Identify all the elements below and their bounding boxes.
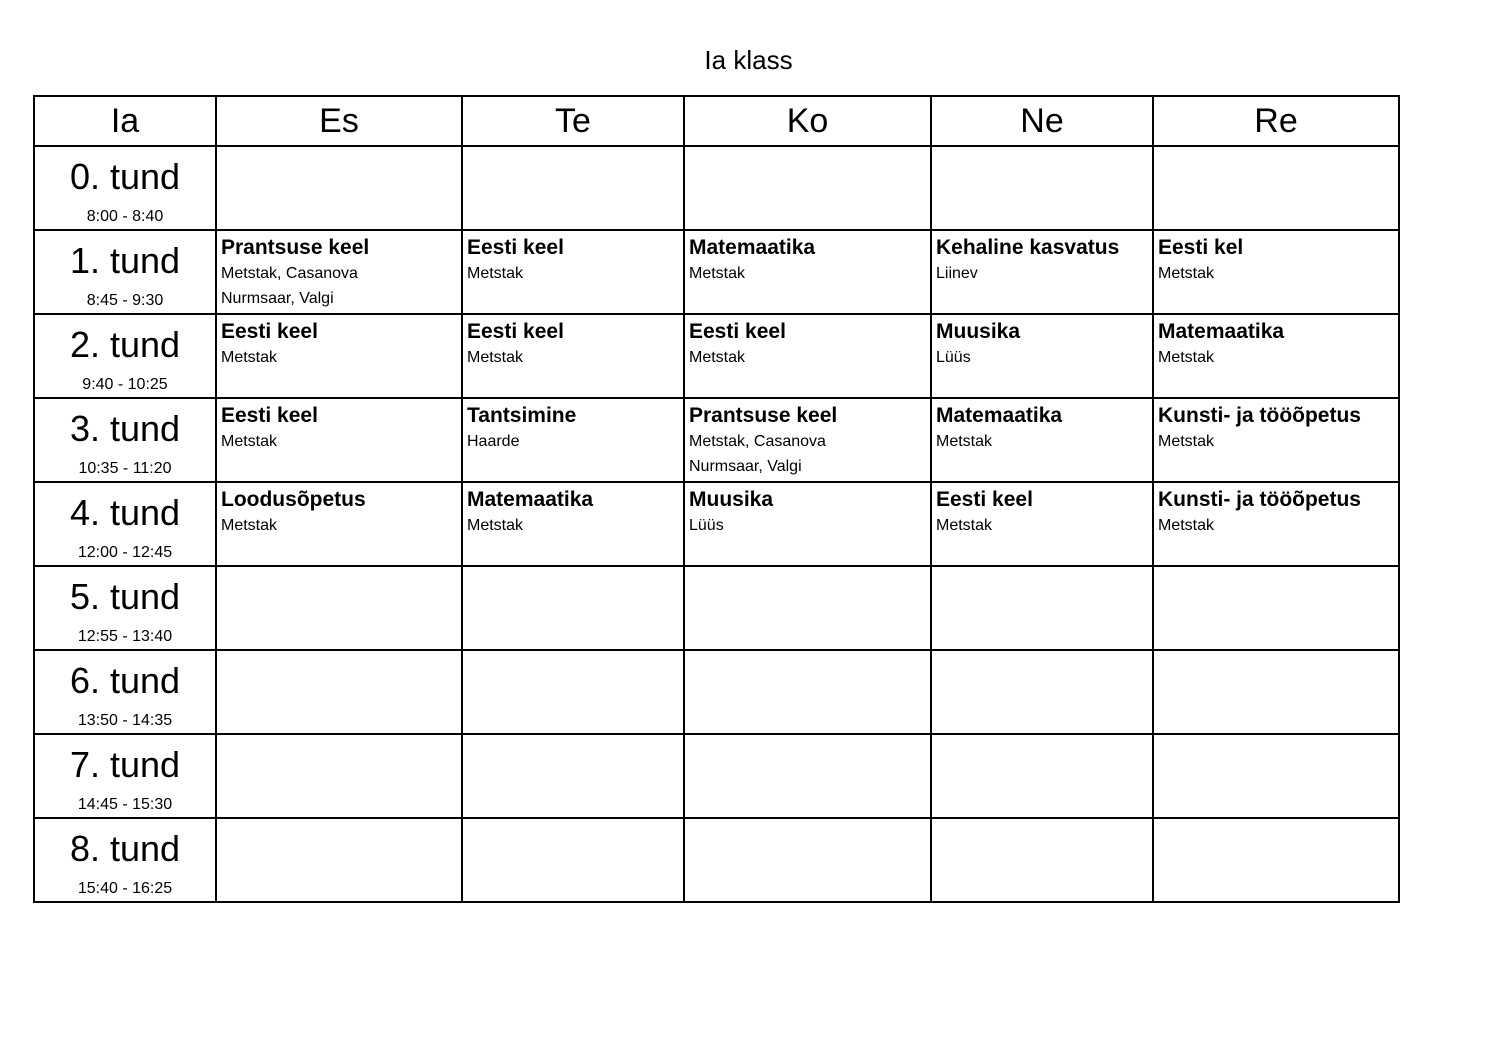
lesson-cell — [462, 398, 684, 482]
lesson-cell — [216, 650, 462, 734]
lesson-teacher: Metstak — [689, 265, 746, 282]
lesson-cell — [462, 146, 684, 230]
lesson-teacher: Nurmsaar, Valgi — [689, 458, 802, 475]
lesson-subject: Matemaatika — [689, 236, 816, 259]
period-time: 14:45 - 15:30 — [77, 796, 173, 813]
header-day-ko: Ko — [684, 96, 931, 146]
lesson-cell — [931, 734, 1153, 818]
lesson-teacher: Metstak — [467, 517, 524, 534]
lesson-teacher: Metstak — [936, 517, 993, 534]
lesson-cell — [1153, 398, 1399, 482]
table-row — [34, 314, 1399, 398]
table-row — [34, 482, 1399, 566]
lesson-teacher: Haarde — [467, 433, 520, 450]
lesson-teacher: Lüüs — [689, 517, 724, 534]
lesson-subject: Tantsimine — [467, 404, 577, 427]
lesson-teacher: Nurmsaar, Valgi — [221, 290, 334, 307]
lesson-cell — [1153, 650, 1399, 734]
lesson-teacher: Metstak — [221, 517, 278, 534]
lesson-cell — [1153, 734, 1399, 818]
table-row — [34, 146, 1399, 230]
period-name: 0. tund — [69, 156, 181, 197]
lesson-cell — [684, 314, 931, 398]
lesson-cell — [216, 482, 462, 566]
lesson-cell — [216, 818, 462, 902]
lesson-subject: Matemaatika — [936, 404, 1063, 427]
lesson-cell — [216, 230, 462, 314]
lesson-subject: Kunsti- ja tööõpetus — [1158, 404, 1361, 427]
table-row — [34, 734, 1399, 818]
lesson-cell — [1153, 818, 1399, 902]
timetable-body — [34, 146, 1399, 902]
period-cell — [34, 566, 216, 650]
header-row — [34, 96, 1399, 146]
lesson-subject: Eesti keel — [221, 404, 318, 427]
lesson-cell — [931, 314, 1153, 398]
lesson-subject: Muusika — [936, 320, 1021, 343]
lesson-cell — [931, 818, 1153, 902]
lesson-cell — [931, 146, 1153, 230]
lesson-cell — [462, 734, 684, 818]
lesson-cell — [1153, 314, 1399, 398]
period-time: 12:55 - 13:40 — [77, 628, 173, 645]
lesson-cell — [1153, 482, 1399, 566]
table-row — [34, 398, 1399, 482]
lesson-cell — [462, 650, 684, 734]
lesson-subject: Prantsuse keel — [221, 236, 370, 259]
lesson-cell — [684, 818, 931, 902]
lesson-teacher: Metstak — [1158, 433, 1215, 450]
lesson-cell — [684, 398, 931, 482]
lesson-teacher: Metstak — [1158, 265, 1215, 282]
period-time: 10:35 - 11:20 — [78, 460, 172, 477]
period-time: 13:50 - 14:35 — [77, 712, 173, 729]
timetable-header — [34, 96, 1399, 146]
lesson-teacher: Metstak — [1158, 349, 1215, 366]
header-day-es: Es — [216, 96, 462, 146]
period-name: 1. tund — [69, 240, 181, 281]
period-cell — [34, 734, 216, 818]
lesson-subject: Eesti keel — [467, 320, 564, 343]
lesson-subject: Matemaatika — [467, 488, 594, 511]
period-cell — [34, 230, 216, 314]
lesson-teacher: Lüüs — [936, 349, 971, 366]
lesson-subject: Eesti kel — [1158, 236, 1244, 259]
lesson-subject: Muusika — [689, 488, 774, 511]
period-time: 12:00 - 12:45 — [77, 544, 173, 561]
period-cell — [34, 146, 216, 230]
lesson-subject: Eesti keel — [689, 320, 786, 343]
lesson-cell — [684, 482, 931, 566]
lesson-subject: Loodusõpetus — [221, 488, 366, 511]
lesson-cell — [462, 566, 684, 650]
lesson-teacher: Metstak — [936, 433, 993, 450]
lesson-cell — [1153, 566, 1399, 650]
header-day-ne: Ne — [931, 96, 1153, 146]
lesson-subject: Eesti keel — [936, 488, 1033, 511]
lesson-cell — [684, 734, 931, 818]
lesson-cell — [931, 650, 1153, 734]
lesson-cell — [216, 734, 462, 818]
lesson-cell — [684, 566, 931, 650]
lesson-cell — [931, 230, 1153, 314]
lesson-cell — [462, 314, 684, 398]
period-name: 8. tund — [69, 828, 181, 869]
period-name: 3. tund — [69, 408, 181, 449]
table-row — [34, 566, 1399, 650]
lesson-teacher: Metstak — [1158, 517, 1215, 534]
lesson-teacher: Metstak — [221, 433, 278, 450]
lesson-subject: Eesti keel — [221, 320, 318, 343]
lesson-cell — [216, 566, 462, 650]
lesson-cell — [684, 650, 931, 734]
lesson-subject: Kehaline kasvatus — [936, 236, 1120, 259]
header-day-te: Te — [462, 96, 684, 146]
lesson-cell — [1153, 230, 1399, 314]
lesson-cell — [462, 818, 684, 902]
period-name: 6. tund — [69, 660, 181, 701]
period-name: 2. tund — [69, 324, 181, 365]
lesson-subject: Prantsuse keel — [689, 404, 838, 427]
lesson-cell — [462, 482, 684, 566]
lesson-cell — [931, 398, 1153, 482]
header-day-re: Re — [1153, 96, 1399, 146]
period-cell — [34, 482, 216, 566]
lesson-cell — [931, 482, 1153, 566]
period-name: 4. tund — [69, 492, 181, 533]
period-name: 7. tund — [69, 744, 181, 785]
period-time: 8:00 - 8:40 — [86, 208, 164, 225]
lesson-subject: Kunsti- ja tööõpetus — [1158, 488, 1361, 511]
table-row — [34, 230, 1399, 314]
period-time: 9:40 - 10:25 — [82, 376, 168, 393]
period-time: 8:45 - 9:30 — [86, 292, 164, 309]
lesson-teacher: Metstak, Casanova — [689, 433, 826, 450]
table-row — [34, 650, 1399, 734]
header-class: Ia — [34, 96, 216, 146]
period-name: 5. tund — [69, 576, 181, 617]
lesson-teacher: Metstak — [689, 349, 746, 366]
table-row — [34, 818, 1399, 902]
period-cell — [34, 398, 216, 482]
lesson-teacher: Metstak — [467, 349, 524, 366]
lesson-cell — [462, 230, 684, 314]
lesson-cell — [684, 230, 931, 314]
lesson-cell — [931, 566, 1153, 650]
lesson-cell — [1153, 146, 1399, 230]
period-cell — [34, 818, 216, 902]
period-cell — [34, 314, 216, 398]
period-cell — [34, 650, 216, 734]
lesson-subject: Eesti keel — [467, 236, 564, 259]
lesson-teacher: Metstak — [221, 349, 278, 366]
lesson-teacher: Liinev — [936, 265, 978, 282]
lesson-cell — [216, 398, 462, 482]
period-time: 15:40 - 16:25 — [77, 880, 173, 897]
lesson-cell — [684, 146, 931, 230]
lesson-cell — [216, 314, 462, 398]
lesson-teacher: Metstak, Casanova — [221, 265, 358, 282]
lesson-cell — [216, 146, 462, 230]
lesson-teacher: Metstak — [467, 265, 524, 282]
page-title: Ia klass — [704, 45, 793, 75]
timetable — [33, 95, 1400, 903]
lesson-subject: Matemaatika — [1158, 320, 1285, 343]
